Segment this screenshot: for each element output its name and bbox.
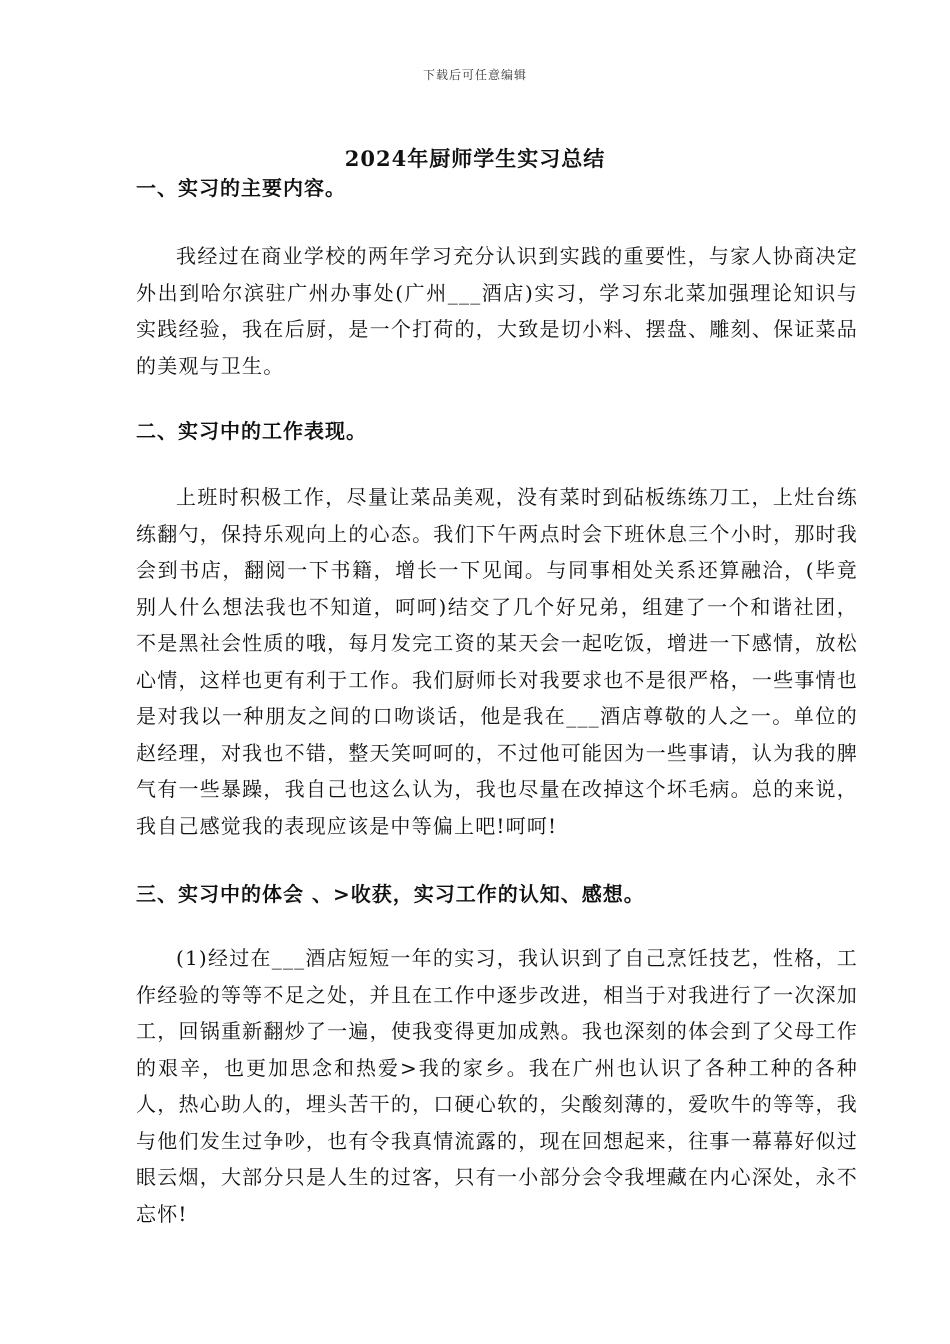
header-note: 下载后可任意编辑 [422,68,527,82]
section-heading-1: 一、实习的主要内容。 [136,176,346,200]
section-paragraph-2: 上班时积极工作，尽量让菜品美观，没有菜时到砧板练练刀工，上灶台练练翻勺，保持乐观向上的心态。我们下午两点时会下班休息三个小时，那时我会到书店，翻阅一下书籍，增长一下见闻。与同事相处关系还算融洽，(毕竟别人什么想法我也不知道，呵呵)结交了几个好兄弟，组建了一个和谐社团，不是黑社会性质的哦，每月发完工资的某天会一起吃饭，增进一下感情，放松心情，这样也更有利于工作。我们厨师长对我要求也不是很严格，一些事情也是对我以一种朋友之间的口吻谈话，他是我在___酒店尊敬的人之一。单位的赵经理，对我也不错，整天笑呵呵的，不过他可能因为一些事请，认为我的脾气有一些暴躁，我自己也这么认为，我也尽量在改掉这个坏毛病。总的来说，我自己感觉我的表现应该是中等偏上吧!呵呵! [136,485,858,838]
section-heading-2: 二、实习中的工作表现。 [136,419,367,443]
document-title: 2024年厨师学生实习总结 [344,146,606,171]
section-paragraph-3: (1)经过在___酒店短短一年的实习，我认识到了自己烹饪技艺，性格，工作经验的等等不足之处，并且在工作中逐步改进，相当于对我进行了一次深加工，回锅重新翻炒了一遍，使我变得更加成熟。我也深刻的体会到了父母工作的艰辛，也更加思念和热爱>我的家乡。我在广州也认识了各种工种的各种人，热心助人的，埋头苦干的，口硬心软的，尖酸刻薄的，爱吹牛的等等，我与他们发生过争吵，也有令我真情流露的，现在回想起来，往事一幕幕好似过眼云烟，大部分只是人生的过客，只有一小部分会令我埋藏在内心深处，永不忘怀! [136,946,858,1226]
document-body [136,168,858,1232]
section-paragraph-1: 我经过在商业学校的两年学习充分认识到实践的重要性，与家人协商决定外出到哈尔滨驻广州办事处(广州___酒店)实习，学习东北菜加强理论知识与实践经验，我在后厨，是一个打荷的，大致是切小料、摆盘、雕刻、保证菜品的美观与卫生。 [136,244,858,378]
section-heading-3: 三、实习中的体会 、>收获，实习工作的认知、感想。 [136,882,645,906]
